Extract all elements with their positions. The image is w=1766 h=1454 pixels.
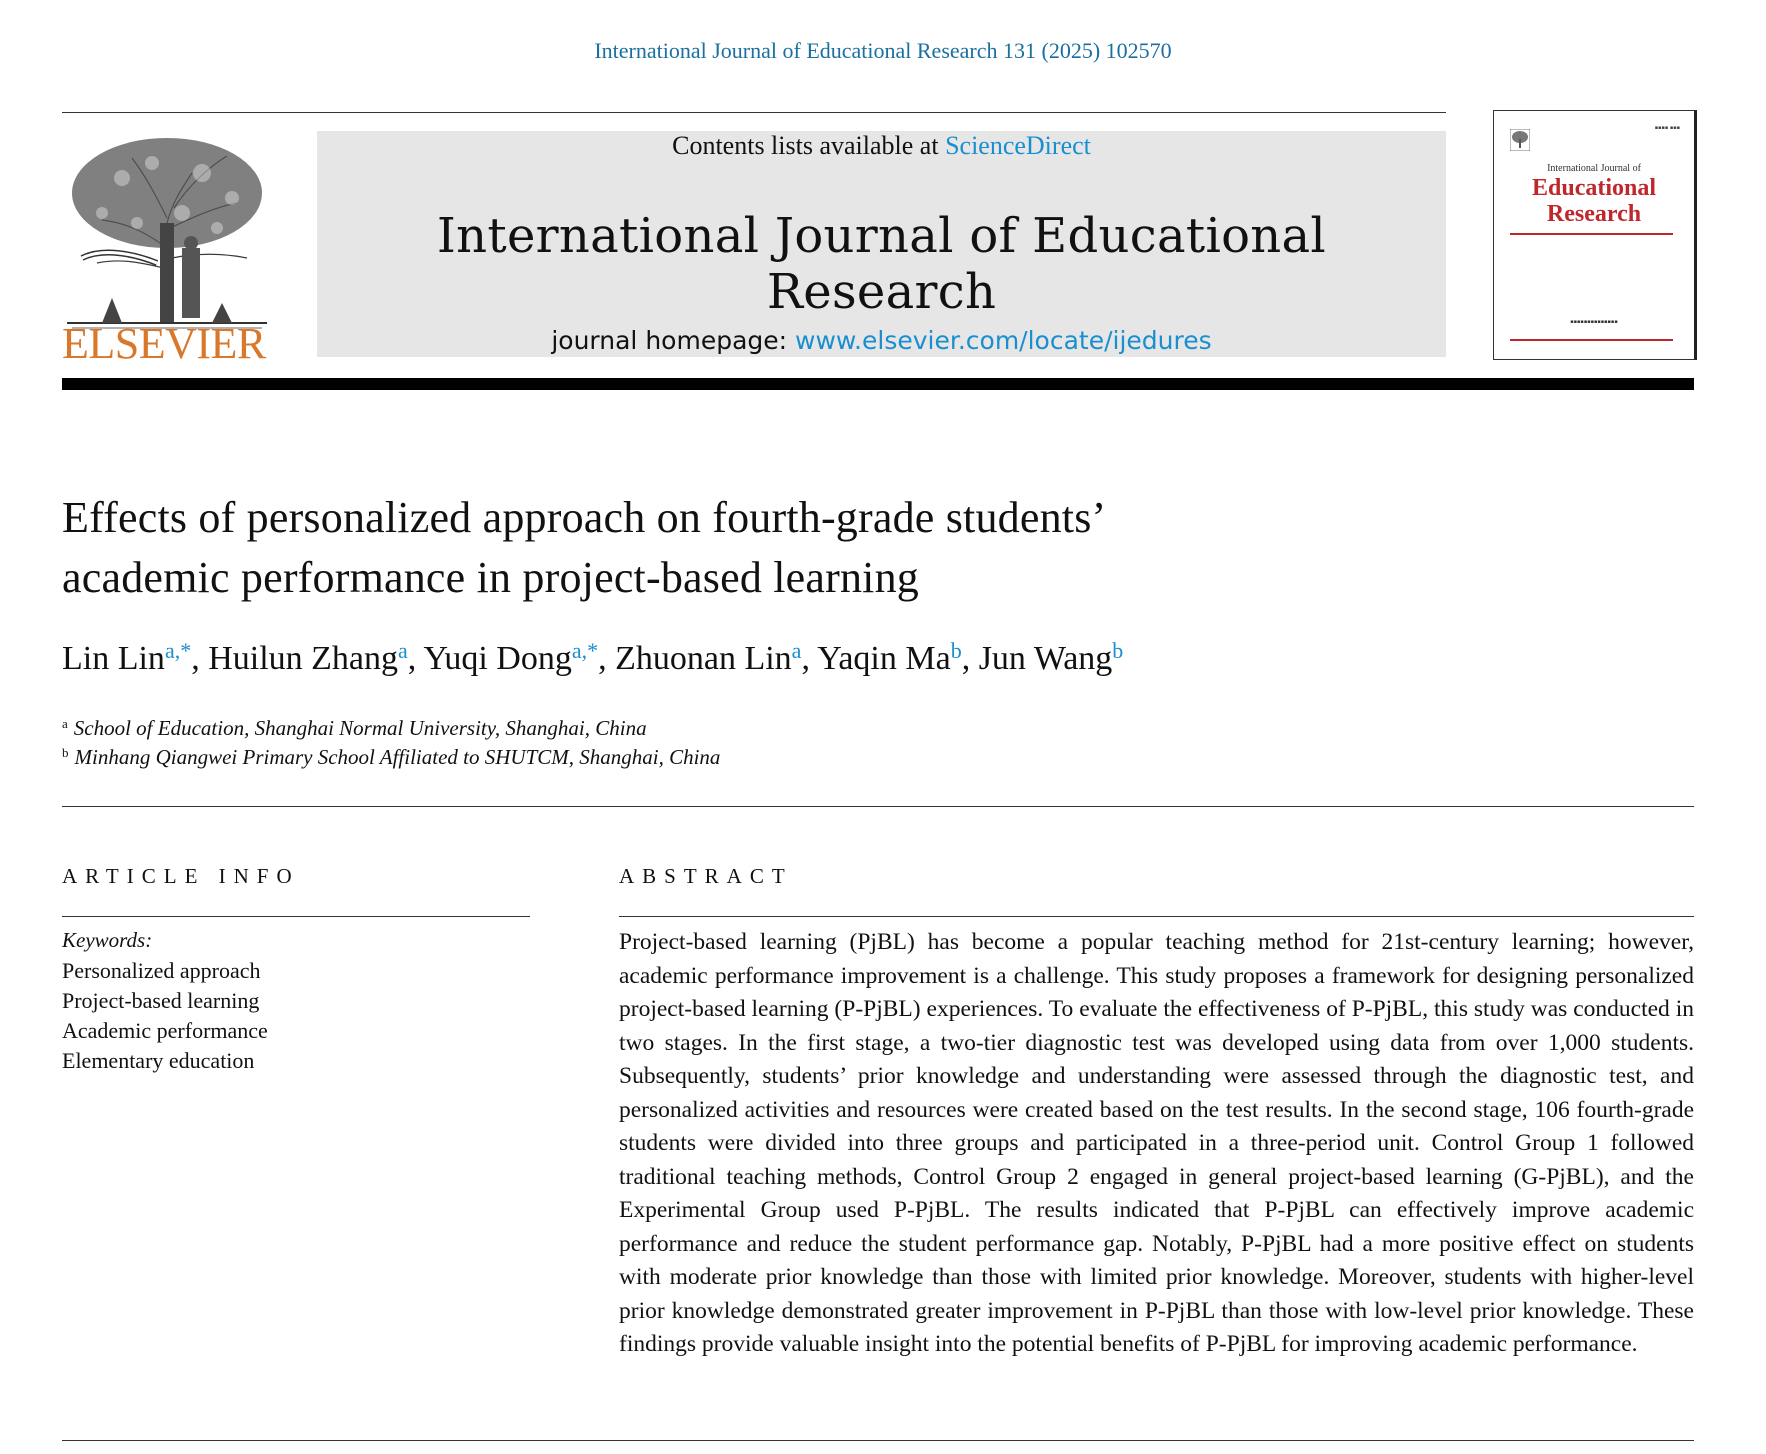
keywords-label: Keywords:: [62, 928, 153, 952]
bottom-divider: [62, 1440, 1694, 1441]
author-affiliation-mark[interactable]: b: [950, 638, 962, 663]
keyword-item: Academic performance: [62, 1018, 268, 1043]
keyword-item: Elementary education: [62, 1048, 255, 1073]
keyword-item: Project-based learning: [62, 988, 260, 1013]
author-affiliation-mark[interactable]: a,*: [164, 638, 192, 663]
abstract-rule: [619, 916, 1694, 917]
affiliation: [62, 716, 647, 741]
homepage-link[interactable]: www.elsevier.com/locate/ijedures: [795, 326, 1212, 355]
article-info-heading: ARTICLE INFO: [62, 864, 300, 888]
elsevier-wordmark[interactable]: ELSEVIER: [62, 319, 266, 368]
contents-prefix: Contents lists available at: [672, 131, 946, 160]
author-name[interactable]: Yaqin Ma: [817, 640, 951, 677]
affiliation-text: School of Education, Shanghai Normal University, Shanghai, China: [73, 716, 647, 740]
abstract-body: Project-based learning (PjBL) has become a popular teaching method for 21st-century learning; however, academic performance improvement is a challenge. This study proposes a framework for designing personalized project-based learning (P-PjBL) experiences. To evaluate the effectiveness of P-PjBL, this study was conducted in two stages. In the first stage, a two-tier diagnostic test was developed using data from over 1,000 students. Subsequently, students’ prior knowledge and understanding were assessed through the diagnostic test, and personalized activities and resources were created based on the test results. In the second stage, 106 fourth-grade students were divided into three groups and participated in a three-period unit. Control Group 1 followed traditional teaching methods, Control Group 2 engaged in general project-based learning (G-PjBL), and the Experimental Group used P-PjBL. The results indicated that P-PjBL can effectively improve academic performance and reduce the student performance gap. Notably, P-PjBL had a more positive effect on students with moderate prior knowledge than those with limited prior knowledge. Moreover, students with higher-level prior knowledge demonstrated greater improvement in P-PjBL than those with low-level prior knowledge. These findings provide valuable insight into the potential benefits of P-PjBL for improving academic performance.: [619, 929, 1694, 1357]
top-divider: [62, 112, 1446, 113]
contents-line: [317, 131, 1446, 161]
cover-journal-big: [1494, 175, 1694, 227]
cover-fine-print: ▪▪▪▪▪▪▪▪▪▪▪▪▪▪: [1570, 319, 1618, 325]
journal-homepage: [317, 326, 1446, 355]
cover-big-line-1: Educational: [1531, 175, 1657, 201]
author-name[interactable]: Jun Wang: [978, 640, 1113, 677]
author-name[interactable]: Yuqi Dong: [423, 640, 572, 677]
cover-big-line-2: Research: [1546, 201, 1642, 227]
affiliation-mark: a: [62, 716, 68, 731]
cover-elsevier-icon: [1510, 129, 1530, 151]
cover-journal-small: International Journal of: [1547, 163, 1641, 174]
section-divider: [62, 806, 1694, 807]
paper-title-line-1: Effects of personalized approach on fourth-grade students’: [62, 493, 1107, 542]
affiliation: [62, 745, 720, 770]
affiliation-text: Minhang Qiangwei Primary School Affiliated to SHUTCM, Shanghai, China: [74, 745, 721, 769]
abstract-heading: ABSTRACT: [619, 864, 793, 888]
author-name[interactable]: Lin Lin: [62, 640, 165, 677]
header-thick-rule: [62, 378, 1694, 390]
homepage-prefix: journal homepage:: [551, 326, 796, 355]
journal-cover-thumbnail[interactable]: [1493, 110, 1697, 360]
journal-citation[interactable]: International Journal of Educational Research 131 (2025) 102570: [594, 38, 1172, 63]
author-affiliation-mark[interactable]: a: [398, 638, 408, 663]
cover-red-rule-bottom: [1510, 339, 1673, 341]
author-list: Lin Lin$^{a,*}$, Huilun Zhang$^a$, Yuqi Dong$^{a,*}$, Zhuonan Lin$^a$, Yaqin Ma$^b$, Jun Wang$^b$: [62, 638, 1124, 677]
author-affiliation-mark[interactable]: b: [1112, 638, 1124, 663]
cover-red-rule-top: [1510, 233, 1673, 235]
affiliation-mark: b: [62, 745, 69, 760]
keywords-list: [62, 956, 268, 1076]
author-name[interactable]: Zhuonan Lin: [615, 640, 792, 677]
keyword-item: Personalized approach: [62, 958, 261, 983]
article-info-rule: [62, 916, 530, 917]
author-name[interactable]: Huilun Zhang: [208, 640, 399, 677]
sciencedirect-link[interactable]: ScienceDirect: [945, 131, 1091, 160]
paper-title-line-2: academic performance in project-based learning: [62, 553, 919, 602]
author-affiliation-mark[interactable]: a,*: [571, 638, 599, 663]
paper-title: [62, 488, 1562, 608]
author-affiliation-mark[interactable]: a: [791, 638, 802, 663]
cover-issn-mark: ▪▪▪▪ ▪▪▪: [1654, 125, 1680, 131]
journal-title: International Journal of Educational Research: [436, 208, 1327, 320]
